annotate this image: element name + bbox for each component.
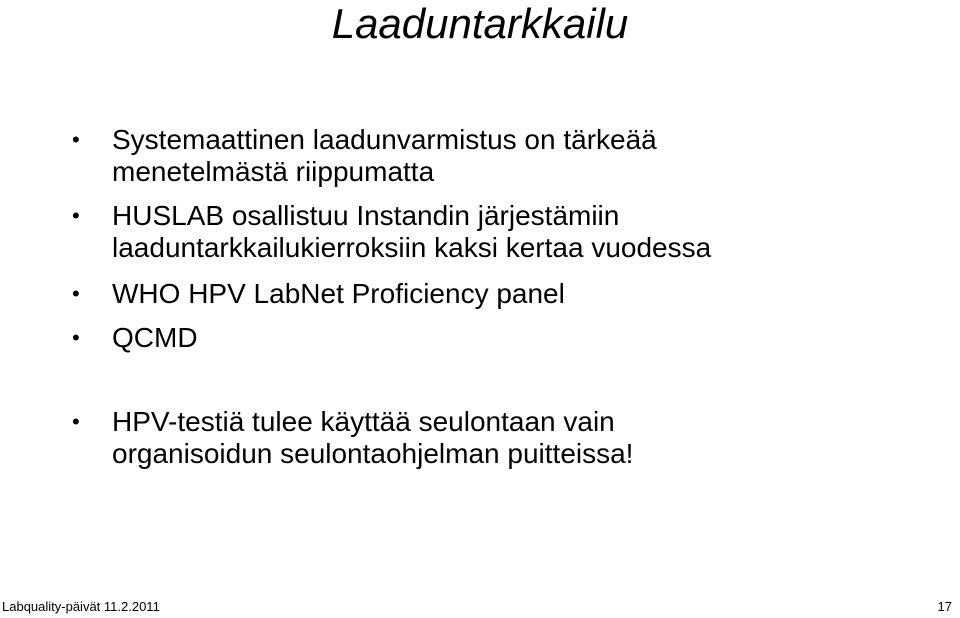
bullet-text [112,200,952,264]
slide-title: Laaduntarkkailu [331,0,629,47]
bullet-line: QCMD [112,322,198,353]
bullet-dot-icon: • [72,203,80,228]
bullet-line: Systemaattinen laadunvarmistus on tärkeää [112,124,657,155]
bullet-line: menetelmästä riippumatta [112,156,435,187]
bullet-text [112,406,952,470]
bullet-dot-icon: • [72,409,80,434]
bullet-text [112,322,952,354]
bullet-text [112,278,952,310]
bullet-dot-icon: • [72,127,80,152]
footer-event-date: Labquality-päivät 11.2.2011 [2,599,160,614]
page-number: 17 [937,599,952,614]
bullet-text [112,124,952,188]
bullet-line: HUSLAB osallistuu Instandin järjestämiin [112,200,620,231]
bullet-dot-icon: • [72,281,80,306]
bullet-line: HPV-testiä tulee käyttää seulontaan vain [112,406,615,437]
bullet-line: laaduntarkkailukierroksiin kaksi kertaa vuodessa [112,232,712,263]
bullet-line: organisoidun seulontaohjelman puitteissa! [112,438,634,469]
bullet-dot-icon: • [72,325,80,350]
bullet-line: WHO HPV LabNet Proficiency panel [112,278,565,309]
